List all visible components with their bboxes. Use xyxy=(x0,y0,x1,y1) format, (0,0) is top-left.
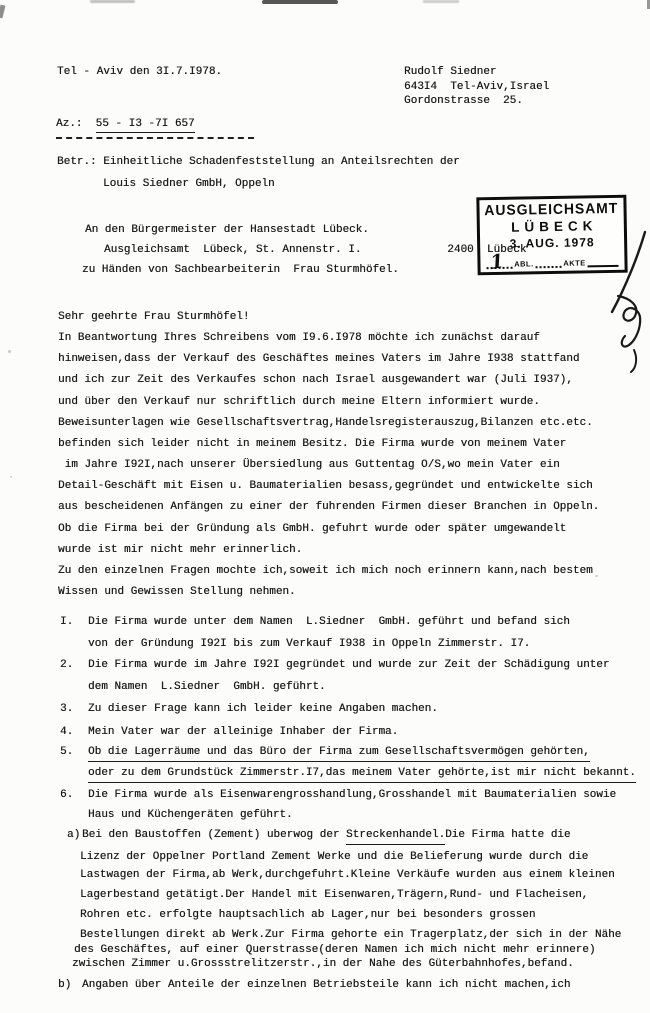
stamp-dotted-line xyxy=(536,264,562,268)
sender-street: Gordonstrasse 25. xyxy=(404,95,523,107)
body-line: Zu den einzelnen Fragen mochte ich,soweit ich mich noch erinnern kann,nach bestem xyxy=(58,564,593,577)
item-marker: 3. xyxy=(60,703,74,715)
recipient-line-1: An den Bürgermeister der Hansestadt Lübeck. xyxy=(85,224,369,236)
body-line: wurde ist mir nicht mehr erinnerlich. xyxy=(58,543,303,556)
body-line: und ich zur Zeit des Verkaufes schon nach Israel ausgewandert war (Juli I937), xyxy=(58,374,573,387)
item-line: Lagerbestand getätigt.Der Handel mit Eisenwaren,Trägern,Rund- und Flacheisen, xyxy=(80,889,589,901)
item-line: von der Gründung I92I bis zum Verkauf I938 in Oppeln Zimmerstr. I7. xyxy=(88,638,531,650)
item-line: des Geschäftes, auf einer Querstrasse(deren Namen ich mich nicht mehr erinnere) xyxy=(74,944,596,956)
stamp-office: AUSGLEICHSAMT xyxy=(484,200,619,220)
salutation: Sehr geehrte Frau Sturmhöfel! xyxy=(58,311,250,323)
subject-line-1: Betr.: Einheitliche Schadenfeststellung an Anteilsrechten der xyxy=(57,156,460,168)
scan-speck xyxy=(10,476,12,478)
stamp-city: LÜBECK xyxy=(511,218,598,235)
recipient-line-2: Ausgleichsamt Lübeck, St. Annenstr. I. 2400 Lübeck xyxy=(104,244,527,256)
reference-dashed-underline xyxy=(56,137,254,139)
stamp-field-abl: ABL. xyxy=(514,259,534,269)
body-line: Beweisunterlagen wie Gesellschaftsvertrag,Handelsregisterauszug,Bilanzen etc.etc. xyxy=(58,416,593,429)
underlined-text: Ob die Lagerräume und das Büro der Firma zum Gesellschaftsvermögen gehörten, xyxy=(88,746,590,762)
body-line: befinden sich leider nicht in meinem Besitz. Die Firma wurde von meinem Vater xyxy=(58,437,567,450)
scan-artifact xyxy=(0,5,5,19)
item-line xyxy=(88,746,590,759)
reference-line xyxy=(56,118,195,131)
stamp-date: 3. AUG. 1978 xyxy=(509,235,595,251)
item-line: dem Namen L.Siedner GmbH. geführt. xyxy=(88,681,326,693)
item-line: Lastwagen der Firma,ab Werk,durchgefuhrt.Kleine Verkäufe wurden aus einem kleinen xyxy=(80,869,615,881)
item-marker: 4. xyxy=(60,726,74,738)
item-marker: a) xyxy=(67,829,81,841)
item-marker: I. xyxy=(60,616,74,628)
body-line: Detail-Geschäft mit Eisen u. Baumaterialien besass,gegründet und entwickelte sich xyxy=(58,480,593,493)
handwritten-number: 1 xyxy=(488,250,506,274)
stamp-field-akte: AKTE xyxy=(563,258,586,268)
text-segment: Die Firma hatte die xyxy=(445,829,571,841)
body-line: Wissen und Gewissen Stellung nehmen. xyxy=(58,586,296,599)
item-line: Die Firma wurde als Eisenwarengrosshandlung,Grosshandel mit Baumaterialien sowie xyxy=(88,789,617,801)
item-line: Rohren etc. erfolgte hauptsachlich ab Lager,nur bei besonders grossen xyxy=(80,909,536,921)
item-line: Lizenz der Oppelner Portland Zement Werke und die Belieferung wurde durch die xyxy=(80,851,589,863)
item-line: Angaben über Anteile der einzelnen Betriebsteile kann ich nicht machen,ich xyxy=(82,979,571,991)
item-line xyxy=(82,829,571,842)
item-line: zwischen Zimmer u.Grossstrelitzerstr.,in der Nahe des Güterbahnhofes,befand. xyxy=(72,958,574,970)
item-line: Zu dieser Frage kann ich leider keine Angaben machen. xyxy=(88,703,438,715)
body-line: im Jahre I92I,nach unserer Übersiedlung aus Guttentag O/S,wo mein Vater ein xyxy=(58,459,560,472)
date-line: Tel - Aviv den 3I.7.I978. xyxy=(57,66,223,78)
item-line: Haus und Küchengeräten geführt. xyxy=(88,809,293,821)
scan-artifact xyxy=(262,0,338,4)
body-line: In Beantwortung Ihres Schreibens vom I9.6.I978 möchte ich zunächst darauf xyxy=(58,332,540,344)
body-line: Ob die Firma bei der Gründung als GmbH. gefuhrt wurde oder später umgewandelt xyxy=(58,522,567,535)
sender-city: 643I4 Tel-Aviv,Israel xyxy=(404,81,550,93)
scan-speck xyxy=(8,350,11,353)
item-marker: b) xyxy=(58,979,72,991)
body-line: und über den Verkauf nur schriftlich durch meine Eltern informiert wurde. xyxy=(58,395,540,408)
item-line: Die Firma wurde im Jahre I92I gegründet und wurde zur Zeit der Schädigung unter xyxy=(88,659,610,671)
item-line: Bestellungen direkt ab Werk.Zur Firma gehorte ein Tragerplatz,der sich in der Nähe xyxy=(80,929,622,941)
item-line xyxy=(88,767,636,780)
scan-artifact xyxy=(90,0,135,3)
underlined-text: oder zu dem Grundstück Zimmerstr.I7,das meinem Vater gehörte,ist mir nicht bekannt. xyxy=(88,767,636,783)
text-segment: Bei den Baustoffen (Zement) uberwog der xyxy=(82,829,347,841)
reference-number: 55 - I3 -7I 657 xyxy=(96,118,195,133)
body-line: hinweisen,dass der Verkauf des Geschäftes meines Vaters im Jahre I938 stattfand xyxy=(58,353,580,366)
reference-prefix: Az.: xyxy=(56,118,96,130)
sender-name: Rudolf Siedner xyxy=(404,66,497,78)
pen-squiggle xyxy=(588,218,650,378)
recipient-line-3: zu Händen von Sachbearbeiterin Frau Sturmhöfel. xyxy=(82,264,399,276)
scan-speck xyxy=(595,575,598,577)
item-marker: 6. xyxy=(60,789,74,801)
item-line: Die Firma wurde unter dem Namen L.Siedner GmbH. geführt und befand sich xyxy=(88,616,570,628)
item-marker: 5. xyxy=(60,746,74,758)
item-marker: 2. xyxy=(60,659,74,671)
underlined-text: Streckenhandel. xyxy=(346,829,445,845)
scan-artifact xyxy=(423,0,459,3)
body-line: aus bescheidenen Anfängen zu einer der fuhrenden Firmen dieser Branchen in Oppeln. xyxy=(58,501,600,514)
subject-line-2: Louis Siedner GmbH, Oppeln xyxy=(103,178,275,190)
item-line: Mein Vater war der alleinige Inhaber der Firma. xyxy=(88,726,399,738)
